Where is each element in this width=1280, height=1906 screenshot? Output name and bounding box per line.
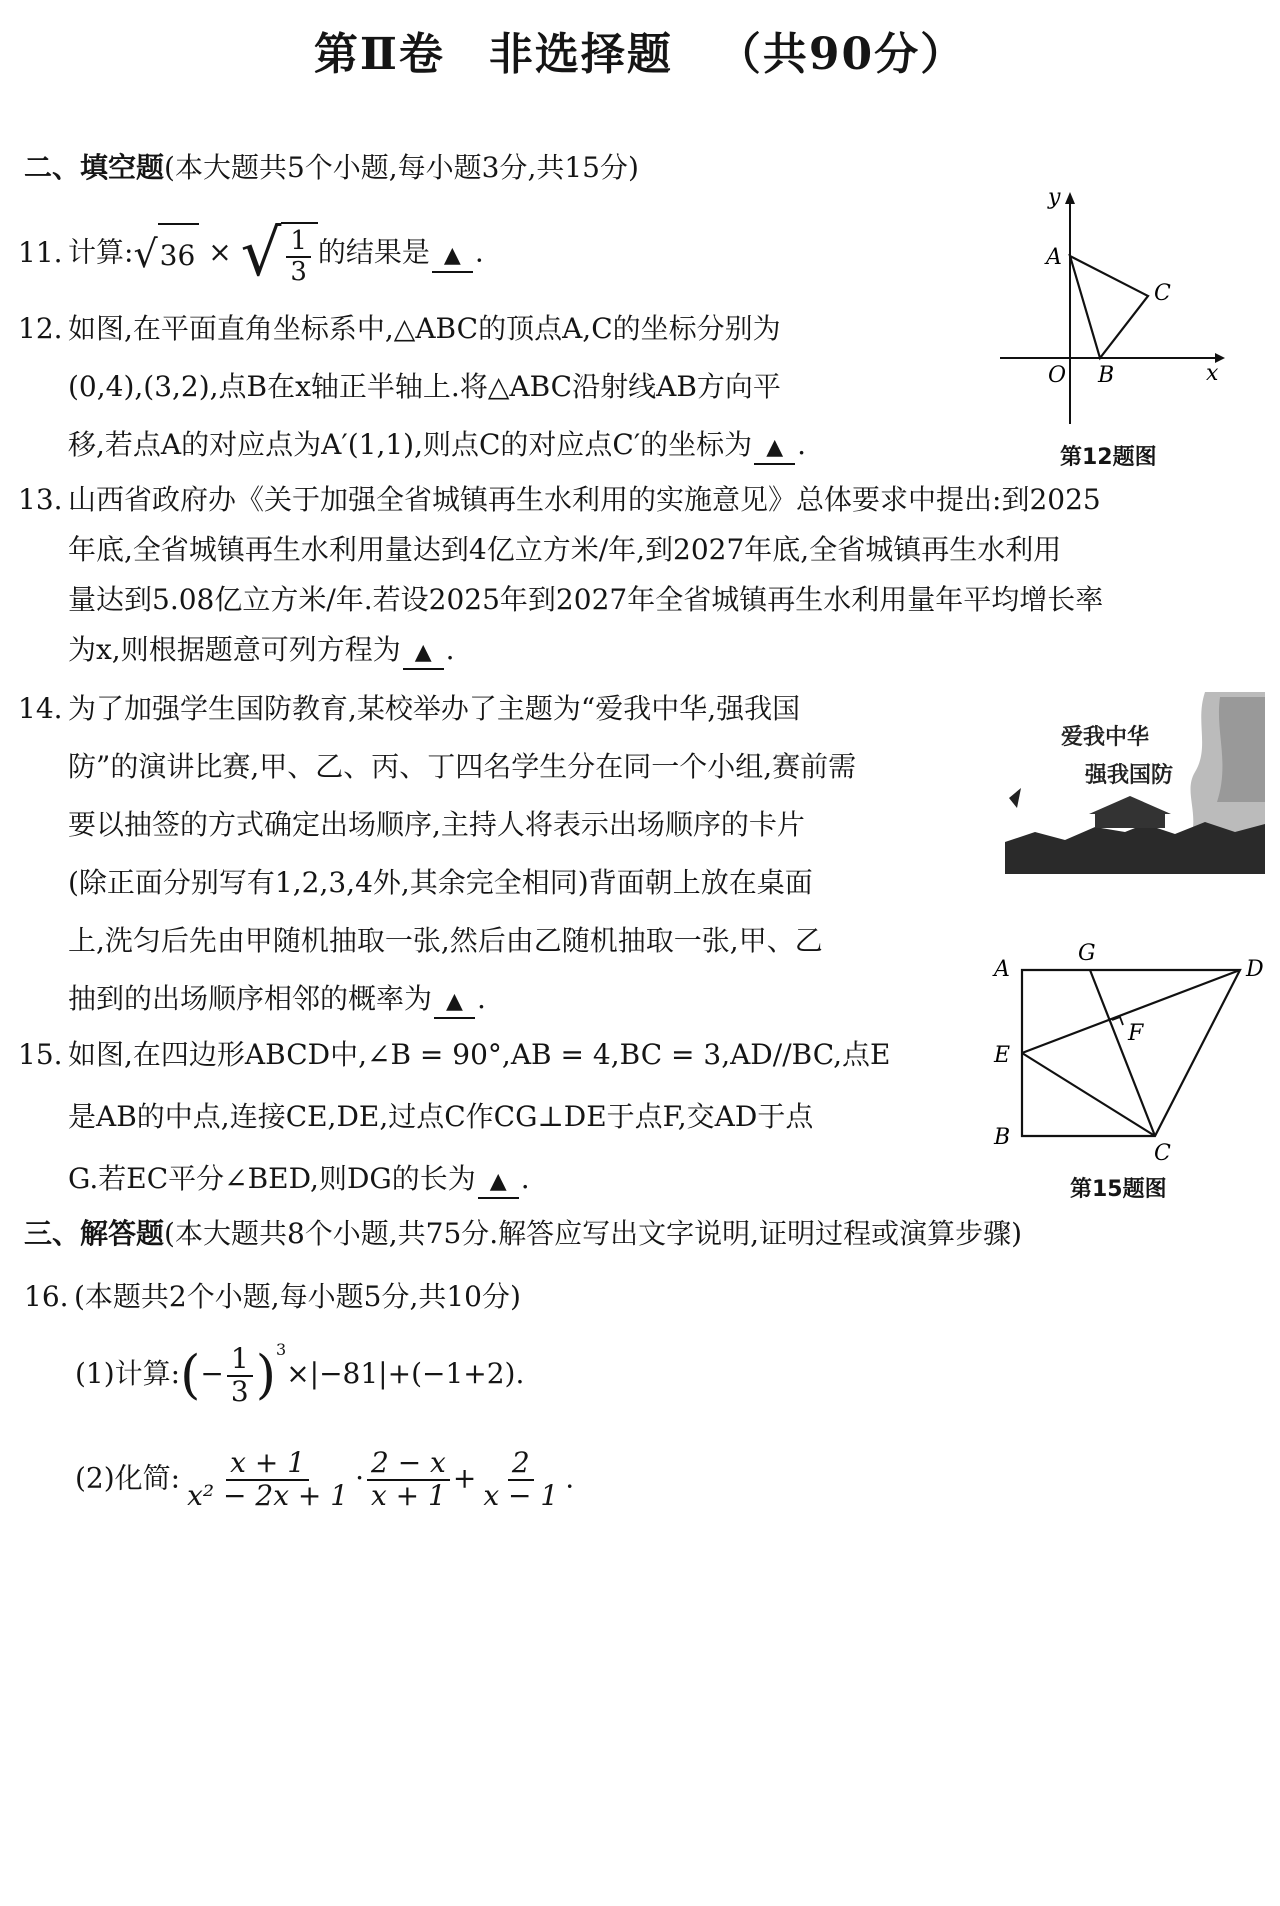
part-2-end: .: [565, 1461, 575, 1495]
question-12-line-2: (0,4),(3,2),点B在x轴正半轴上.将△ABC沿射线AB方向平: [68, 370, 781, 403]
segment-cg: [1090, 970, 1155, 1136]
question-12-line-3: 移,若点A的对应点为A′(1,1),则点C的对应点C′的坐标为: [68, 428, 753, 461]
question-12-end: .: [797, 428, 807, 461]
question-11-end: .: [474, 235, 484, 269]
question-12-line-1: 如图,在平面直角坐标系中,△ABC的顶点A,C的坐标分别为: [68, 312, 781, 345]
question-14-end: .: [476, 982, 486, 1015]
point-a-label: A: [1046, 245, 1062, 270]
question-12: [18, 300, 806, 474]
fraction-3: $\frac{2}{x - 1}$: [483, 1446, 559, 1512]
page-title: [0, 18, 1280, 82]
figure-15-quadrilateral: [990, 940, 1270, 1170]
question-13-line-1: 山西省政府办《关于加强全省城镇再生水利用的实施意见》总体要求中提出:到2025: [68, 483, 1101, 516]
y-axis-label: y: [1048, 190, 1061, 210]
figure-12-coordinate-plane: [1000, 190, 1240, 430]
segment-ce: [1022, 1053, 1155, 1136]
question-14-line-3: 要以抽签的方式确定出场顺序,主持人将表示出场顺序的卡片: [68, 808, 805, 841]
question-16-intro: (本题共2个小题,每小题5分,共10分): [74, 1280, 521, 1313]
x-axis-label: x: [1206, 361, 1219, 386]
point-b-label: B: [994, 1125, 1011, 1150]
question-12-number: 12.: [18, 312, 63, 345]
plus-operator: +: [452, 1461, 477, 1495]
answer-blank-11: ▲: [432, 241, 473, 273]
figure-12-caption: 第12题图: [1060, 445, 1157, 470]
negative-sign: −: [200, 1357, 224, 1390]
poster-text-line-2: 强我国防: [1085, 763, 1174, 788]
point-a-label: A: [994, 957, 1010, 982]
question-13-line-3: 量达到5.08亿立方米/年.若设2025年到2027年全省城镇再生水利用量年平均增长率: [68, 583, 1104, 616]
question-15-number: 15.: [18, 1038, 63, 1071]
section-fill-in-note: (本大题共5个小题,每小题3分,共15分): [164, 151, 639, 184]
question-11: [18, 217, 484, 292]
title-name: 非选择题: [488, 29, 673, 80]
point-e-label: E: [994, 1043, 1011, 1068]
question-14-line-4: (除正面分别写有1,2,3,4外,其余完全相同)背面朝上放在桌面: [68, 866, 813, 899]
section-fill-in-title: 二、填空题: [24, 151, 165, 184]
gate-silhouette: [1095, 812, 1165, 828]
question-15-line-3: G.若EC平分∠BED,则DG的长为: [68, 1162, 476, 1195]
question-11-prefix: 计算:: [68, 235, 134, 269]
question-14: [18, 680, 856, 1028]
point-c-label: C: [1154, 281, 1171, 306]
answer-blank-15: ▲: [478, 1167, 519, 1199]
quadrilateral-abcd: [1022, 970, 1240, 1136]
question-15-line-2: 是AB的中点,连接CE,DE,过点C作CG⊥DE于点F,交AD于点: [68, 1100, 814, 1133]
question-13-number: 13.: [18, 483, 63, 516]
part-2-label: (2)化简:: [75, 1461, 181, 1495]
question-13-line-2: 年底,全省城镇再生水利用量达到4亿立方米/年,到2027年底,全省城镇再生水利用: [68, 533, 1062, 566]
fraction-2: $\frac{2 - x}{x + 1}$: [367, 1448, 450, 1512]
point-b-label: B: [1098, 363, 1115, 388]
section-fill-in-header: [24, 148, 639, 188]
fraction-1: $\frac{x + 1}{\text{x² − 2x + 1}}$: [187, 1446, 349, 1512]
question-14-line-2: 防”的演讲比赛,甲、乙、丙、丁四名学生分在同一个小组,赛前需: [68, 750, 857, 783]
sqrt-fraction: √ $\frac{1}{3}$: [241, 222, 318, 286]
question-14-line-6: 抽到的出场顺序相邻的概率为: [68, 982, 433, 1015]
section-solve-title: 三、解答题: [24, 1217, 165, 1250]
question-13-line-4: 为x,则根据题意可列方程为: [68, 633, 401, 666]
answer-blank-13: ▲: [403, 638, 444, 670]
question-16: [24, 1268, 521, 1326]
patriotic-poster-image: [1005, 692, 1265, 874]
section-solve-note: (本大题共8个小题,共75分.解答应写出文字说明,证明过程或演算步骤): [164, 1217, 1023, 1250]
poster-ground-silhouette: [1005, 822, 1265, 874]
question-13-end: .: [445, 633, 455, 666]
part-1-rest: ×|−81|+(−1+2).: [286, 1357, 525, 1390]
figure-15-caption: 第15题图: [1070, 1177, 1167, 1202]
question-15-line-1: 如图,在四边形ABCD中,∠B = 90°,AB = 4,BC = 3,AD//BC,点E: [68, 1038, 891, 1071]
bird-silhouette: [1009, 788, 1021, 808]
question-15-end: .: [520, 1162, 530, 1195]
sqrt-36: √ 36: [133, 223, 199, 285]
question-11-suffix: 的结果是: [317, 235, 430, 269]
dot-operator: ·: [355, 1461, 364, 1495]
fraction-one-third: $\frac{1}{3}$: [227, 1344, 253, 1408]
point-c-label: C: [1154, 1141, 1171, 1166]
question-11-number: 11.: [18, 235, 63, 269]
question-14-line-1: 为了加强学生国防教育,某校举办了主题为“爱我中华,强我国: [68, 692, 801, 725]
question-16-number: 16.: [24, 1280, 69, 1313]
section-solve-header: [24, 1214, 1022, 1254]
part-1-label: (1)计算:: [75, 1357, 181, 1390]
exponent: 3: [276, 1340, 287, 1359]
title-part: 第Ⅱ卷: [313, 29, 445, 80]
question-14-line-5: 上,洗匀后先由甲随机抽取一张,然后由乙随机抽取一张,甲、乙: [68, 924, 823, 957]
point-g-label: G: [1078, 941, 1096, 966]
poster-text-line-1: 爱我中华: [1061, 725, 1150, 750]
origin-label: O: [1048, 363, 1067, 388]
question-16-part-2: [75, 1448, 574, 1512]
y-axis-arrow: [1065, 192, 1075, 204]
answer-blank-12: ▲: [754, 433, 795, 465]
title-score: （共90分）: [716, 29, 967, 80]
question-14-number: 14.: [18, 692, 63, 725]
question-16-part-1: (1)计算:(− $\frac{1}{3}$ )$^3$×|−81|+(−1+2).: [75, 1340, 525, 1408]
times-sign: ×: [208, 235, 232, 269]
answer-blank-14: ▲: [434, 987, 475, 1019]
question-15: [18, 1024, 891, 1210]
point-d-label: D: [1246, 957, 1264, 982]
point-f-label: F: [1128, 1021, 1144, 1046]
triangle-abc: [1070, 256, 1148, 358]
question-13: [18, 475, 1103, 675]
